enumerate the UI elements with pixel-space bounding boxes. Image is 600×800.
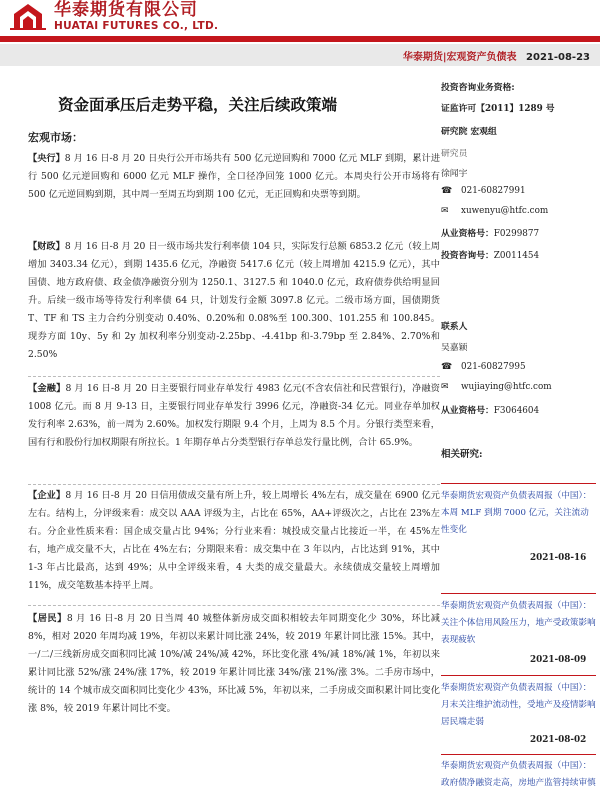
paragraph-lead: 【居民】 <box>28 613 67 624</box>
researcher-name: 徐闻宇 <box>441 169 468 179</box>
contact-phone <box>441 362 526 372</box>
logo-mark-icon <box>8 2 48 32</box>
researcher-label: 研究员 <box>441 149 468 159</box>
envelope-icon: ✉ <box>441 382 449 392</box>
researcher-email[interactable] <box>441 206 548 216</box>
divider <box>28 605 440 606</box>
related-separator <box>441 593 596 594</box>
report-date: 2021-08-23 <box>526 52 590 63</box>
envelope-icon: ✉ <box>441 206 449 216</box>
email-address[interactable]: wujiaying@htfc.com <box>461 382 552 392</box>
phone-icon: ☎ <box>441 362 453 372</box>
related-research-title: 相关研究: <box>441 449 483 460</box>
researcher-advisory <box>441 248 539 261</box>
paragraph-lead: 【财政】 <box>28 241 65 252</box>
company-logo <box>8 0 218 34</box>
related-separator <box>441 754 596 755</box>
related-research-link[interactable] <box>441 488 596 539</box>
related-research-link[interactable] <box>441 758 596 800</box>
related-link-text[interactable]: 华泰期货宏观资产负债表周报（中国）：本周 MLF 到期 7000 亿元，关注流动性变化 <box>441 491 592 535</box>
contact-cert <box>441 403 539 416</box>
report-title: 资金面承压后走势平稳，关注后续政策端 <box>58 95 338 114</box>
related-date: 2021-08-09 <box>530 655 587 665</box>
license-number: 证监许可【2011】1289 号 <box>441 104 555 114</box>
contact-name: 吴嘉颖 <box>441 343 468 353</box>
related-link-text[interactable]: 华泰期货宏观资产负债表周报（中国）：月末关注维护流动性，受地产及疫情影响居民端走弱 <box>441 683 596 727</box>
paragraph-body: 8 月 16 日-8 月 20 日信用债成交量有所上升，较上周增长 4%左右，成交量在 6900 亿元左右。结构上，分评级来看：成交以 AAA 评级为主，占比在 65%，AA+评级次之，占比在 23%左右。分企业性质来看：国企成交量占比 94%；分行业来看：城投成交量占比接近一半，在 45%左右，地产成交量不大，占比在 4%左右；分期限来看：成交集中在 3 年以内，占比达到 91%，其中 1-3 年占比最高，达到 49%；从中全评级来看，4 大类的成交量最大。永续债成交量较上周增加 11%，成交笔数基本持平上周。 <box>28 490 440 591</box>
email-address[interactable]: xuwenyu@htfc.com <box>461 206 549 216</box>
phone-number: 021-60827991 <box>461 186 526 196</box>
related-date: 2021-08-16 <box>530 553 587 563</box>
researcher-cert <box>441 226 539 239</box>
paragraph-body: 8 月 16 日-8 月 20 日央行公开市场共有 500 亿元逆回购和 7000 亿元 MLF 到期，累计进行 500 亿元逆回购和 6000 亿元 MLF 操作，全口径净回笼 1000 亿元。本周央行公开市场将有 500 亿元逆回购到期，其中周一至周五均到期 100 亿元，无正回购和央票等到期。 <box>28 153 441 200</box>
paragraph-body: 8 月 16 日-8 月 20 日一级市场共发行利率债 104 只，实际发行总额 6853.2 亿元（较上周增加 3403.34 亿元），到期 1435.6 亿元，净融资 5417.6 亿元（较上周增加 4215.9 亿元），其中国债、地方政府债、政金债净融资分别为 1250.1、3127.5 和 1040.0 亿元，政府债券供给明显回升。后续一级市场等待发行利率债 64 只，计划发行金额 3097.8 亿元。二级市场方面，国债期货 T、TF 和 TS 主力合约分别变动 0.40%、0.20%和 0.08%至 100.300、101.255 和 100.845。现券方面 10y、5y 和 2y 加权利率分别变动-2.25bp、-4.41bp 和-3.79bp 至 2.84%、2.70%和 2.50% <box>28 241 440 360</box>
related-separator <box>441 483 596 484</box>
paragraph-lead: 【央行】 <box>28 153 65 164</box>
paragraph-household <box>28 610 440 718</box>
report-series: 华泰期货|宏观资产负债表 <box>402 52 517 63</box>
paragraph-lead: 【金融】 <box>28 383 66 394</box>
report-subheader <box>0 44 600 66</box>
qualification-label: 投资咨询业务资格: <box>441 83 515 93</box>
phone-icon: ☎ <box>441 186 453 196</box>
cert-number: F0299877 <box>493 229 540 239</box>
paragraph-lead: 【企业】 <box>28 490 66 501</box>
phone-number: 021-60827995 <box>461 362 526 372</box>
divider <box>28 376 440 377</box>
paragraph-enterprise <box>28 487 440 595</box>
paragraph-central-bank <box>28 150 440 204</box>
cert-number: F3064604 <box>493 406 540 416</box>
company-name-cn: 华泰期货有限公司 <box>54 0 198 21</box>
company-name-en: HUATAI FUTURES CO., LTD. <box>54 20 219 33</box>
paragraph-finance <box>28 380 440 452</box>
related-separator <box>441 675 596 676</box>
researcher-phone <box>441 186 526 196</box>
related-date: 2021-08-02 <box>530 735 587 745</box>
paragraph-body: 8 月 16 日-8 月 20 日主要银行同业存单发行 4983 亿元(不含农信社和民营银行)，净融资 1008 亿元。而 8 月 9-13 日，主要银行同业存单发行 3996 亿元，净融资-34 亿元。同业存单加权发行利率 2.63%，前一周为 2.60%。加权发行期限 9.4 个月，上周为 8.5 个月。分银行类型来看，国有行和股份行加权期限有所拉长。1 年期存单占分类型银行存单总发行量比例，合计 65.9%。 <box>28 383 440 448</box>
related-research-link[interactable] <box>441 598 596 649</box>
contact-label: 联系人 <box>441 322 468 332</box>
related-research-link[interactable] <box>441 680 596 731</box>
related-link-text[interactable]: 华泰期货宏观资产负债表周报（中国）：关注个体信用风险压力，地产受政策影响表现疲软 <box>441 601 596 645</box>
cert-label: 从业资格号： <box>441 229 494 239</box>
cert-label: 从业资格号： <box>441 406 494 416</box>
contact-email[interactable] <box>441 382 552 392</box>
advisory-label: 投资咨询号： <box>441 251 494 261</box>
section-heading: 宏观市场： <box>28 131 83 144</box>
paragraph-body: 8 月 16 日-8 月 20 日当周 40 城整体新房成交面积相较去年同期变化少 30%，环比减 8%，相对 2020 年周均减 19%，年初以来累计同比涨 24%，较 2019 年累计同比涨 15%。其中，一/二/三线新房成交面积同比减 10%/减 24%/减 42%，环比变化涨 4%/减 18%/减 1%，年初以来累计同比涨 52%/涨 24%/涨 17%，较 2019 年累计同比涨 34%/涨 21%/涨 3%。二手房市场中，统计的 14 个城市成交面积同比变化少 43%，环比减 5%，年初以来，二手房成交面积累计同比变化涨 8%，较 2019 年累计同比不变。 <box>28 613 440 714</box>
department: 研究院 宏观组 <box>441 127 497 137</box>
header-red-bar <box>0 36 600 42</box>
divider <box>28 484 440 485</box>
paragraph-fiscal <box>28 238 440 364</box>
related-link-text[interactable]: 华泰期货宏观资产负债表周报（中国）：政府债净融资走高，房地产监管持续审慎 <box>441 761 596 788</box>
advisory-number: Z0011454 <box>493 251 540 261</box>
